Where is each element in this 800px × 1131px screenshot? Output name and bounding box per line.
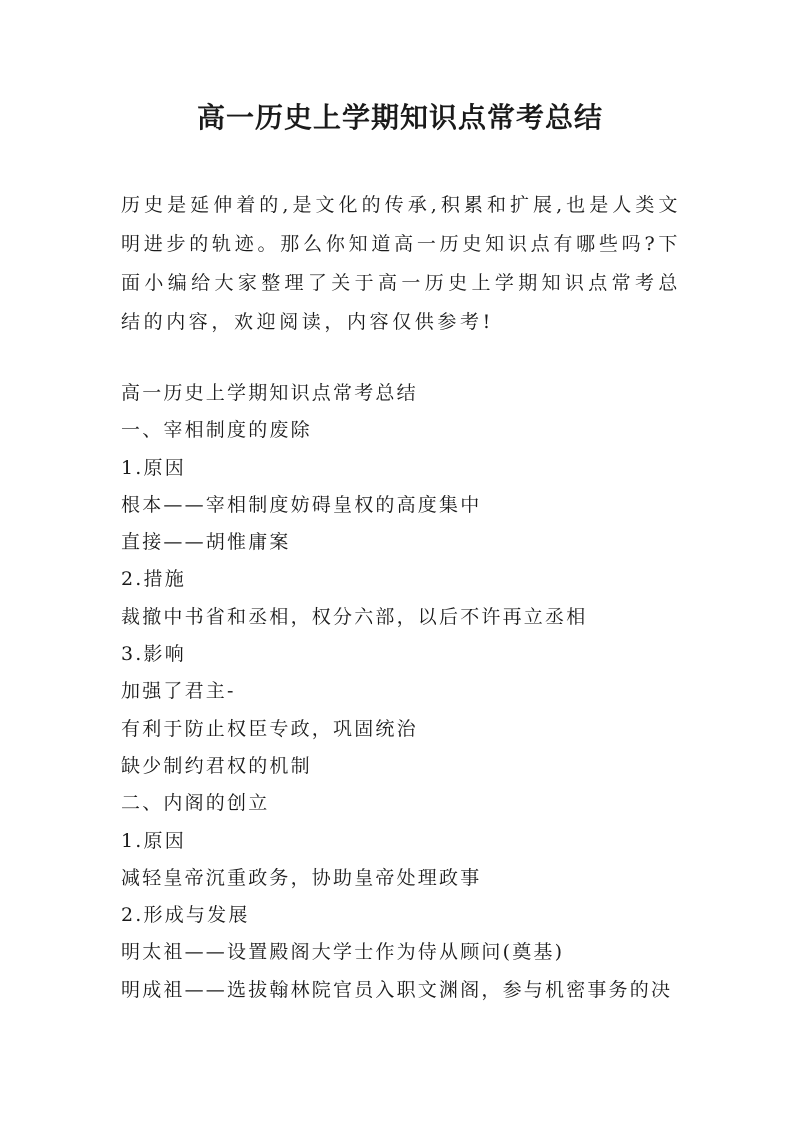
subsection-title: 1.原因: [121, 829, 186, 852]
document-title: 高一历史上学期知识点常考总结: [196, 101, 603, 134]
text-line: 直接——胡惟庸案: [121, 531, 291, 554]
subsection-title: 1.原因: [121, 456, 186, 479]
intro-paragraph: 历史是延伸着的,是文化的传承,积累和扩展,也是人类文明进步的轨迹。那么你知道高一历史知识点有哪些吗?下面小编给大家整理了关于高一历史上学期知识点常考总结的内容，欢迎阅读，内容仅供参考!: [121, 194, 681, 333]
content-lines: [121, 375, 691, 1009]
text-line: 裁撤中书省和丞相，权分六部，以后不许再立丞相: [121, 605, 588, 628]
subsection-title: 3.影响: [121, 643, 186, 666]
subsection-title: 2.形成与发展: [121, 904, 250, 927]
section-title: 二、内阁的创立: [121, 792, 270, 815]
text-line: 根本——宰相制度妨碍皇权的高度集中: [121, 493, 482, 516]
text-line: 减轻皇帝沉重政务，协助皇帝处理政事: [121, 866, 482, 889]
text-line: 明成祖——选拔翰林院官员入职文渊阁，参与机密事务的决: [121, 978, 673, 1001]
text-line: 明太祖——设置殿阁大学士作为侍从顾问(奠基): [121, 941, 565, 964]
text-line: 缺少制约君权的机制: [121, 754, 312, 777]
subsection-title: 2.措施: [121, 568, 186, 591]
section-title: 一、宰相制度的废除: [121, 419, 312, 442]
text-line: 有利于防止权臣专政，巩固统治: [121, 717, 418, 740]
section-heading: 高一历史上学期知识点常考总结: [121, 382, 418, 404]
text-line: 加强了君主-: [121, 680, 236, 703]
